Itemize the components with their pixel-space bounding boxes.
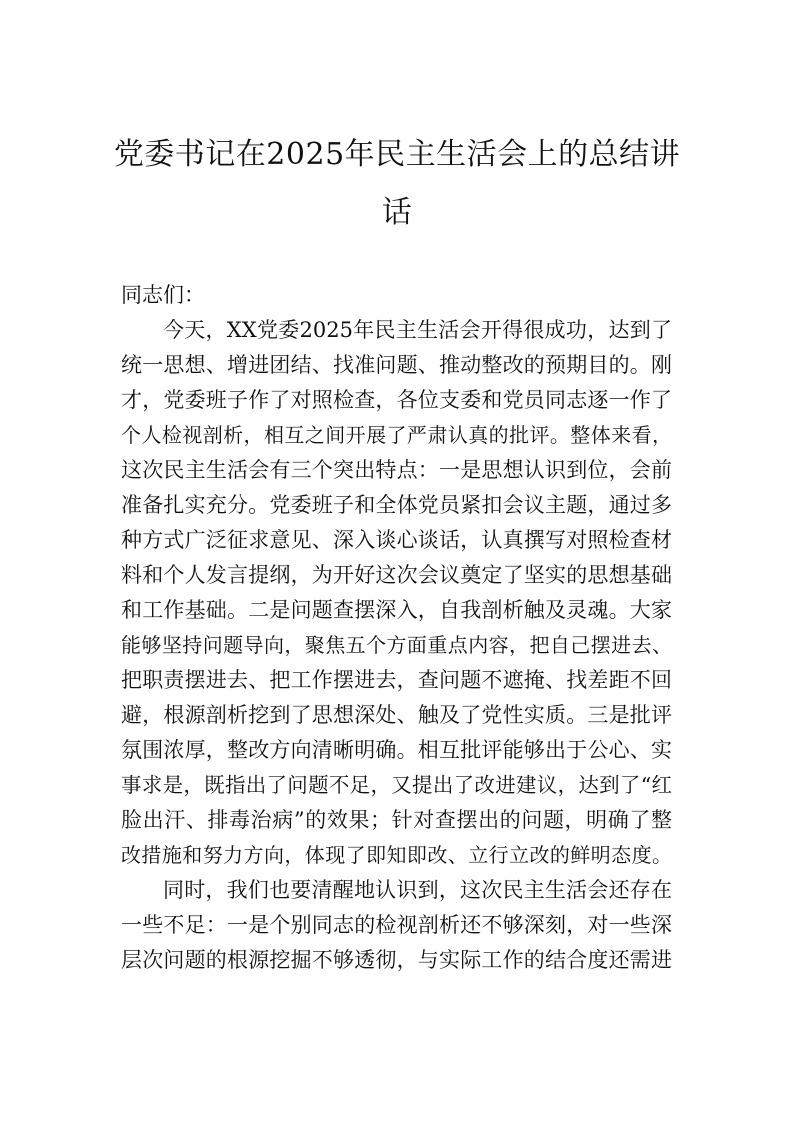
- paragraph-line: 统一思想、增进团结、找准问题、推动整改的预期目的。刚: [121, 353, 672, 377]
- paragraph-line: 事求是，既指出了问题不足，又提出了改进建议，达到了“红: [121, 773, 672, 797]
- paragraph-line: 避，根源剖析挖到了思想深处、触及了党性实质。三是批评: [121, 703, 672, 727]
- greeting: 同志们：: [121, 283, 205, 307]
- document-title-line-1: 党委书记在2025年民主生活会上的总结讲: [113, 137, 681, 172]
- paragraph-line: 一些不足：一是个别同志的检视剖析还不够深刻，对一些深: [121, 913, 672, 937]
- paragraph-line: 同时，我们也要清醒地认识到，这次民主生活会还存在: [163, 878, 672, 902]
- paragraph-line: 和工作基础。二是问题查摆深入，自我剖析触及灵魂。大家: [121, 598, 672, 622]
- document-title-line-2: 话: [381, 195, 413, 230]
- paragraph-line: 能够坚持问题导向，聚焦五个方面重点内容，把自己摆进去、: [121, 633, 672, 657]
- paragraph-line: 脸出汗、排毒治病”的效果；针对查摆出的问题，明确了整: [121, 808, 672, 832]
- paragraph-line: 把职责摆进去、把工作摆进去，查问题不遮掩、找差距不回: [121, 668, 672, 692]
- paragraph-line: 个人检视剖析，相互之间开展了严肃认真的批评。整体来看，: [121, 423, 672, 447]
- paragraph-line: 氛围浓厚，整改方向清晰明确。相互批评能够出于公心、实: [121, 738, 672, 762]
- paragraph-line: 今天，XX党委2025年民主生活会开得很成功，达到了: [163, 318, 672, 342]
- paragraph-line: 准备扎实充分。党委班子和全体党员紧扣会议主题，通过多: [121, 493, 672, 517]
- paragraph-line: 料和个人发言提纲，为开好这次会议奠定了坚实的思想基础: [121, 563, 672, 587]
- paragraph-line: 种方式广泛征求意见、深入谈心谈话，认真撰写对照检查材: [121, 528, 672, 552]
- paragraph-line: 层次问题的根源挖掘不够透彻，与实际工作的结合度还需进: [121, 948, 672, 972]
- paragraph-line: 这次民主生活会有三个突出特点：一是思想认识到位，会前: [121, 458, 672, 482]
- paragraph-line: 改措施和努力方向，体现了即知即改、立行立改的鲜明态度。: [121, 843, 672, 867]
- paragraph-line: 才，党委班子作了对照检查，各位支委和党员同志逐一作了: [121, 388, 672, 412]
